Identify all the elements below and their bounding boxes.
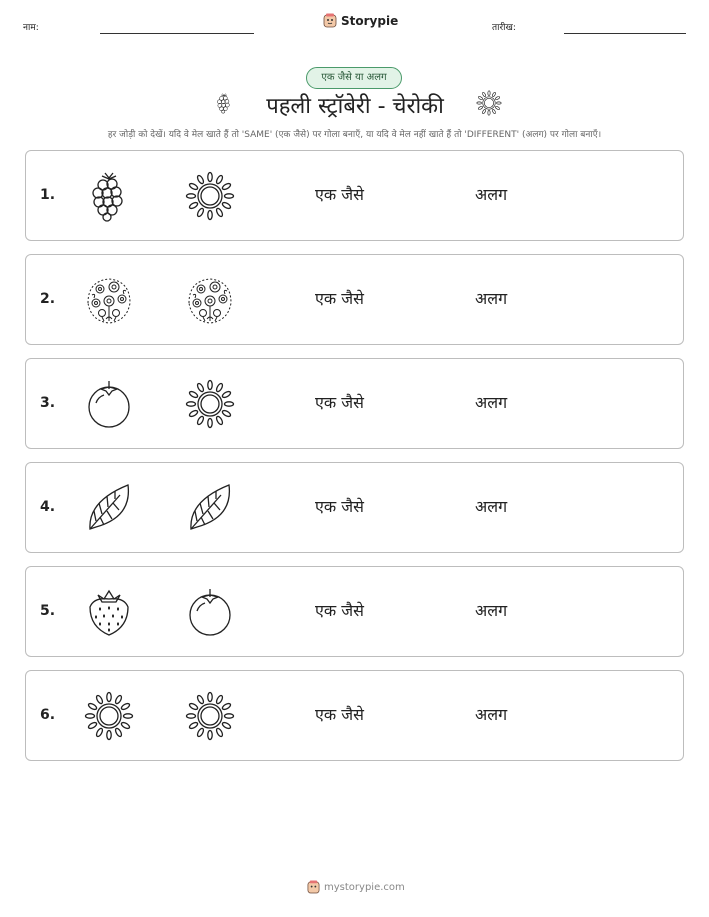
exercise-row bbox=[25, 670, 684, 761]
instructions: हर जोड़ी को देखें। यदि वे मेल खाते हैं तो 'SAME' (एक जैसे) पर गोला बनाएँ, या यदि वे मेल नहीं खाते हैं तो 'DIFFERENT' (अलग) पर गोला बनाएँ। bbox=[107, 130, 602, 140]
row-number: 4. bbox=[40, 499, 56, 515]
different-option[interactable]: अलग bbox=[475, 393, 508, 412]
flower-bouquet-icon bbox=[183, 273, 237, 327]
exercise-row bbox=[25, 254, 684, 345]
same-option[interactable]: एक जैसे bbox=[315, 185, 364, 204]
worksheet-type-badge: एक जैसे या अलग bbox=[306, 67, 402, 89]
name-label: नाम: bbox=[23, 23, 39, 33]
page-title: पहली स्ट्रॉबेरी - चेरोकी bbox=[266, 94, 444, 119]
same-option[interactable]: एक जैसे bbox=[315, 705, 364, 724]
strawberry-icon bbox=[82, 585, 136, 639]
row-number: 1. bbox=[40, 187, 56, 203]
same-option[interactable]: एक जैसे bbox=[315, 289, 364, 308]
same-option[interactable]: एक जैसे bbox=[315, 601, 364, 620]
row-number: 2. bbox=[40, 291, 56, 307]
different-option[interactable]: अलग bbox=[475, 185, 508, 204]
leaf-icon bbox=[82, 481, 136, 535]
different-option[interactable]: अलग bbox=[475, 289, 508, 308]
storypie-logo bbox=[323, 13, 398, 28]
row-number: 5. bbox=[40, 603, 56, 619]
sun-icon bbox=[183, 377, 237, 431]
same-option[interactable]: एक जैसे bbox=[315, 393, 364, 412]
brand-name: Storypie bbox=[341, 13, 399, 28]
raspberry-icon bbox=[213, 90, 235, 120]
flower-bouquet-icon bbox=[82, 273, 136, 327]
sun-icon bbox=[475, 89, 503, 121]
mascot-icon bbox=[307, 880, 320, 894]
worksheet-title bbox=[213, 89, 503, 121]
different-option[interactable]: अलग bbox=[475, 601, 508, 620]
sun-icon bbox=[82, 689, 136, 743]
row-number: 3. bbox=[40, 395, 56, 411]
footer bbox=[307, 880, 405, 894]
tomato-icon bbox=[183, 585, 237, 639]
mascot-icon bbox=[323, 13, 337, 28]
date-label: तारीख: bbox=[492, 23, 516, 33]
exercise-row bbox=[25, 462, 684, 553]
row-number: 6. bbox=[40, 707, 56, 723]
exercise-row bbox=[25, 566, 684, 657]
tomato-icon bbox=[82, 377, 136, 431]
different-option[interactable]: अलग bbox=[475, 497, 508, 516]
exercise-row bbox=[25, 150, 684, 241]
leaf-icon bbox=[183, 481, 237, 535]
raspberry-icon bbox=[82, 169, 136, 223]
name-field[interactable] bbox=[100, 33, 254, 34]
same-option[interactable]: एक जैसे bbox=[315, 497, 364, 516]
exercise-row bbox=[25, 358, 684, 449]
sun-icon bbox=[183, 689, 237, 743]
sun-icon bbox=[183, 169, 237, 223]
date-field[interactable] bbox=[564, 33, 686, 34]
footer-url: mystorypie.com bbox=[324, 881, 405, 893]
different-option[interactable]: अलग bbox=[475, 705, 508, 724]
